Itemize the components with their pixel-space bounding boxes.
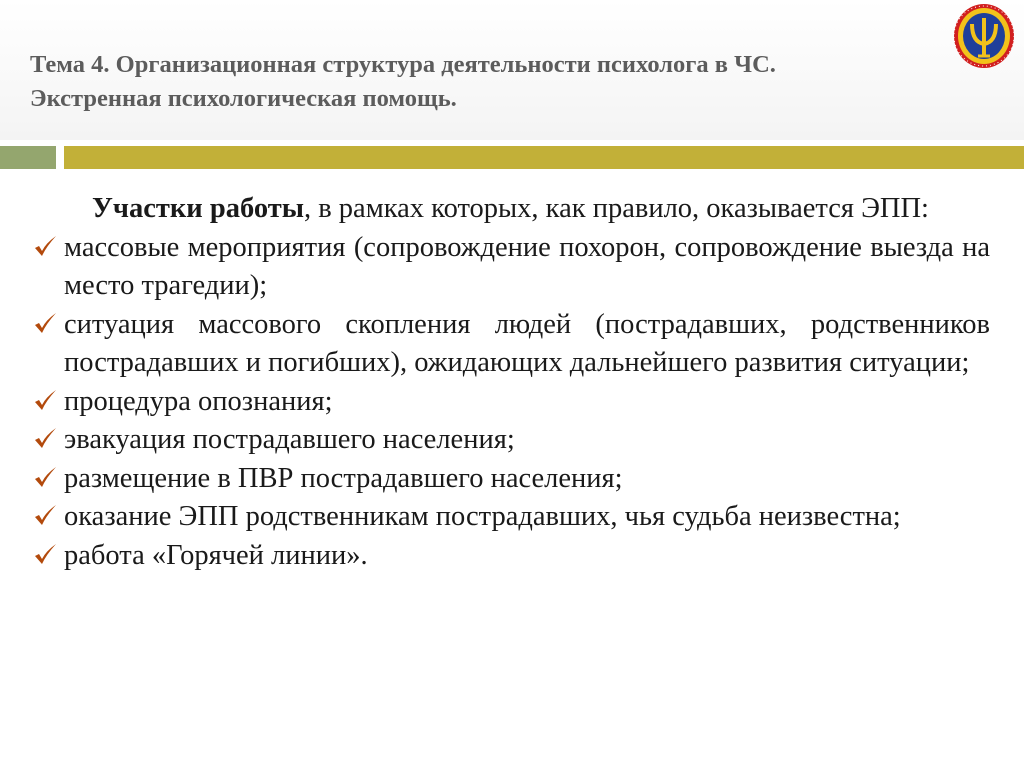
- list-item-text: ситуация массового скопления людей (пострадавших, родственников пострадавших и погибших), ожидающих дальнейшего развития ситуации;: [64, 308, 990, 378]
- intro-rest: , в рамках которых, как правило, оказывается ЭПП:: [303, 193, 929, 224]
- list-item-text: размещение в ПВР пострадавшего населения;: [64, 462, 623, 494]
- list-item: [32, 537, 990, 576]
- psi-emblem-icon: [952, 2, 1016, 70]
- list-item: [32, 229, 990, 306]
- check-icon: [32, 537, 60, 573]
- list-item: [32, 460, 990, 499]
- list-item: [32, 498, 990, 537]
- list-item-text: эвакуация пострадавшего населения;: [64, 424, 515, 455]
- check-icon: [32, 383, 60, 419]
- title-area: [0, 0, 1024, 140]
- slide-content: [32, 190, 990, 575]
- accent-bar-right: [64, 146, 1024, 169]
- list-item-text: массовые мероприятия (сопровождение похорон, сопровождение выезда на место трагедии);: [64, 231, 990, 301]
- list-item-text: оказание ЭПП родственникам пострадавших, чья судьба неизвестна;: [64, 501, 901, 532]
- accent-bar-left: [0, 146, 56, 169]
- list-item-text: работа «Горячей линии».: [64, 539, 368, 571]
- check-icon: [32, 421, 60, 457]
- check-icon: [32, 306, 60, 342]
- work-areas-list: [32, 229, 990, 576]
- slide-title-line-1: Тема 4. Организационная структура деятельности психолога в ЧС.: [30, 51, 776, 78]
- intro-bold: Участки работы: [92, 193, 304, 224]
- check-icon: [32, 229, 60, 265]
- list-item: [32, 383, 990, 422]
- slide-title: [30, 48, 1000, 116]
- check-icon: [32, 498, 60, 534]
- list-item: [32, 421, 990, 460]
- slide-title-line-2: Экстренная психологическая помощь.: [30, 85, 457, 112]
- check-icon: [32, 460, 60, 496]
- intro-paragraph: [32, 190, 990, 229]
- list-item: [32, 306, 990, 383]
- list-item-text: процедура опознания;: [64, 385, 333, 417]
